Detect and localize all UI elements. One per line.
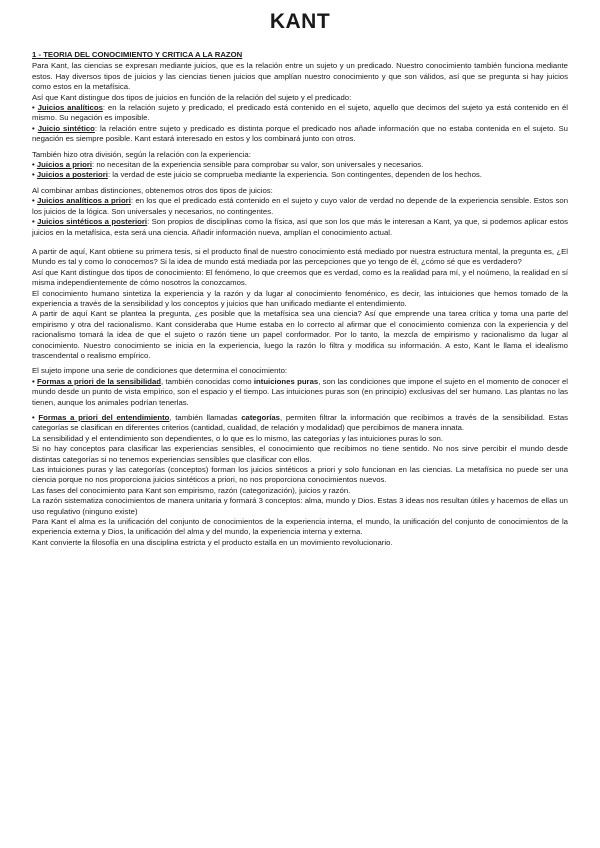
text-formas-sensibilidad-1: , también conocidas como (161, 376, 254, 386)
paragraph-condiciones: El sujeto impone una serie de condiciones que determina el conocimiento: (32, 366, 288, 376)
paragraph-dependientes: La sensibilidad y el entendimiento son dependientes, o lo que es lo mismo, las categorías y las intuiciones puras lo son. (32, 433, 443, 443)
term-juicios-a-priori: Juicios a priori (36, 160, 93, 170)
paragraph-alma-mundo-dios: Para Kant el alma es la unificación del conjunto de conocimientos de la experiencia interna, el mundo, la unificación del conjunto de conocimientos de la experiencia externa y Dios, la unificación del alma y del mundo, la experiencia interna y externa. (32, 517, 568, 537)
term-intuiciones-puras: intuiciones puras (253, 376, 319, 386)
definition-juicios-analiticos: : en la relación sujeto y predicado, el predicado está contenido en el sujeto, aquello que decimos del sujeto ya está contenido en él mismo. Su negación es imposible. (32, 103, 568, 123)
section-number: 1 (32, 50, 37, 59)
term-analiticos-a-priori: Juicios analíticos a priori (37, 196, 131, 206)
paragraph-primera-tesis: A partir de aquí, Kant obtiene su primera tesis, si el producto final de nuestro conocimiento está mediado por nuestra estructura mental, la pregunta es, ¿El Mundo es tal y como lo conocemos? Si la idea de mundo está mediada por las percepciones que yo tengo de él, ¿cómo sé que es verdadero? (32, 246, 568, 267)
term-categorias: categorías (241, 413, 280, 422)
bullet-icon: • (32, 170, 35, 180)
paragraph-intuiciones-categorias: Las intuiciones puras y las categorías (conceptos) forman los juicios sintéticos a priori y solo funcionan en las ciencias. La metafísica no puede ser una ciencia porque no nos proporciona juicios sintéticos a priori, no nos proporciona conocimientos nuevos. (32, 465, 568, 485)
term-formas-entendimiento: Formas a priori del entendimiento (38, 413, 170, 422)
definition-sinteticos-a-posteriori: : Son propios de disciplinas como la física, así que son los que más le interesan a Kant, ya que, si podemos aplicar estos juicios en la metafísica, esta será una ciencia. Añadir información nueva, amplían el conocimiento actual. (32, 217, 568, 237)
bullet-icon: • (32, 217, 35, 227)
paragraph-razon: La razón sistematiza conocimientos de manera unitaria y formará 3 conceptos: alma, mundo y Dios. Estas 3 ideas nos resultan útiles y hacemos de ellas un uso regulativo (ninguno existe) (32, 496, 568, 516)
term-formas-sensibilidad: Formas a priori de la sensibilidad (37, 376, 162, 386)
page-title: KANT (269, 10, 331, 33)
intro-paragraph-2: Así que Kant distingue dos tipos de juicios en función de la relación del sujeto y el predicado: (32, 92, 352, 102)
text-formas-entendimiento-1: , también llamadas (169, 413, 242, 422)
definition-juicios-a-priori: : no necesitan de la experiencia sensible para comprobar su valor, son universales y necesarios. (92, 160, 424, 170)
bullet-juicio-sintetico (32, 124, 568, 145)
section-title: TEORIA DEL CONOCIMIENTO Y CRITICA A LA RAZON (43, 50, 243, 59)
section-heading (32, 50, 568, 60)
bullet-analiticos-a-priori (32, 196, 568, 217)
combine-intro: Al combinar ambas distinciones, obtenemos otros dos tipos de juicios: (32, 185, 273, 195)
term-juicios-analiticos: Juicios analíticos (37, 103, 103, 113)
text-formas-sensibilidad-2: , son las condiciones que impone el sujeto en el momento de conocer el mundo desde un punto de vista empírico, son el espacio y el tiempo. Las intuiciones puras son (en principio) exclusivas del ser humano. Las plantas no las tienen, aunque los animales podrían tenerlas. (32, 376, 568, 407)
paragraph-final: Kant convierte la filosofía en una disciplina estricta y el producto estalla en un movimiento revolucionario. (32, 537, 393, 547)
paragraph-sin-conceptos: Si no hay conceptos para clasificar las experiencias sensibles, el conocimiento que recibimos no tiene sentido. No nos sirve percibir el mundo desde distintas categorías si no tenemos experiencias sensibles que clasificar con ellos. (32, 444, 568, 464)
bullet-juicios-analiticos (32, 103, 568, 124)
bullet-icon: • (32, 123, 35, 133)
bullet-icon: • (32, 196, 35, 206)
term-sinteticos-a-posteriori: Juicios sintéticos a posteriori (37, 217, 148, 227)
definition-juicios-a-posteriori: : la verdad de este juicio se comprueba mediante la experiencia. Son contingentes, dependen de los hechos. (107, 170, 482, 180)
bullet-juicios-a-priori (32, 160, 568, 170)
bullet-icon: • (32, 376, 35, 386)
bullet-icon: • (32, 413, 35, 422)
paragraph-conocimiento-humano: El conocimiento humano sintetiza la experiencia y la razón y da lugar al conocimiento fenoménico, es decir, las intuiciones que hemos tomado de la experiencia a través de la sensibilidad y los conceptos y juicios que han unificado mediante el entendimiento. (32, 288, 568, 308)
definition-analiticos-a-priori: : en los que el predicado está contenido en el sujeto y cuyo valor de verdad no depende de la experiencia sensible. Estos son los juicios de la lógica. Son universales y necesarios, no contingentes. (32, 196, 569, 216)
division-intro: También hizo otra división, según la relación con la experiencia: (32, 149, 251, 159)
definition-juicio-sintetico: : la relación entre sujeto y predicado es distinta porque el predicado nos añade información que no estaba contenida en el sujeto. Su negación es siempre posible. Kant estará interesado en estos y los combinará junto con otros. (32, 123, 568, 144)
bullet-icon: • (32, 160, 35, 170)
paragraph-hume: A partir de aquí Kant se plantea la pregunta, ¿es posible que la metafísica sea una ciencia? Así que emprende una tarea crítica y toma una parte del empirismo y otra del racionalismo. Kant consideraba que Hume estaba en lo correcto al afirmar que el conocimiento comienza con la experiencia y del racionalismo tomará la idea de que el sujeto o razón tiene un papel conformador. Por lo tanto, la mezcla de empirismo y racionalismo da lugar al conocimiento. Nuestro conocimiento se inicia en la experiencia, luego la razón lo filtra y modifica su información. A esto, Kant le llama el idealismo trascendental o realismo empírico. (32, 309, 568, 360)
section-separator: - (36, 50, 44, 59)
bullet-formas-entendimiento (32, 413, 568, 434)
intro-paragraph: Para Kant, las ciencias se expresan mediante juicios, que es la relación entre un sujeto y un predicado. Nuestro conocimiento también funciona mediante estos. Hay diversos tipos de juicios y las ciencias tienen juicios que amplían nuestro conocimiento y que son válidos, así que se pregunta si hay juicios como estos en la metafísica. (32, 61, 568, 92)
paragraph-fases: Las fases del conocimiento para Kant son empirismo, razón (categorización), juicios y razón. (32, 485, 351, 495)
bullet-formas-sensibilidad (32, 377, 568, 408)
bullet-icon: • (32, 103, 35, 113)
term-juicio-sintetico: Juicio sintético (37, 123, 95, 133)
paragraph-fenomeno-noumeno: Así que Kant distingue dos tipos de conocimiento: El fenómeno, lo que creemos que es verdad, como es la realidad para mí, y el noúmeno, la realidad en sí misma independientemente de cómo nosotros la conozcamos. (32, 267, 568, 288)
term-juicios-a-posteriori: Juicios a posteriori (36, 170, 108, 180)
bullet-sinteticos-a-posteriori (32, 217, 568, 238)
bullet-juicios-a-posteriori (32, 170, 568, 180)
text-formas-entendimiento-2: , permiten filtrar la información que recibimos a través de la sensibilidad. Estas categorías se clasifican en diferentes criterios (cantidad, cualidad, de relación y modalidad) que percibimos de manera innata. (32, 413, 569, 433)
